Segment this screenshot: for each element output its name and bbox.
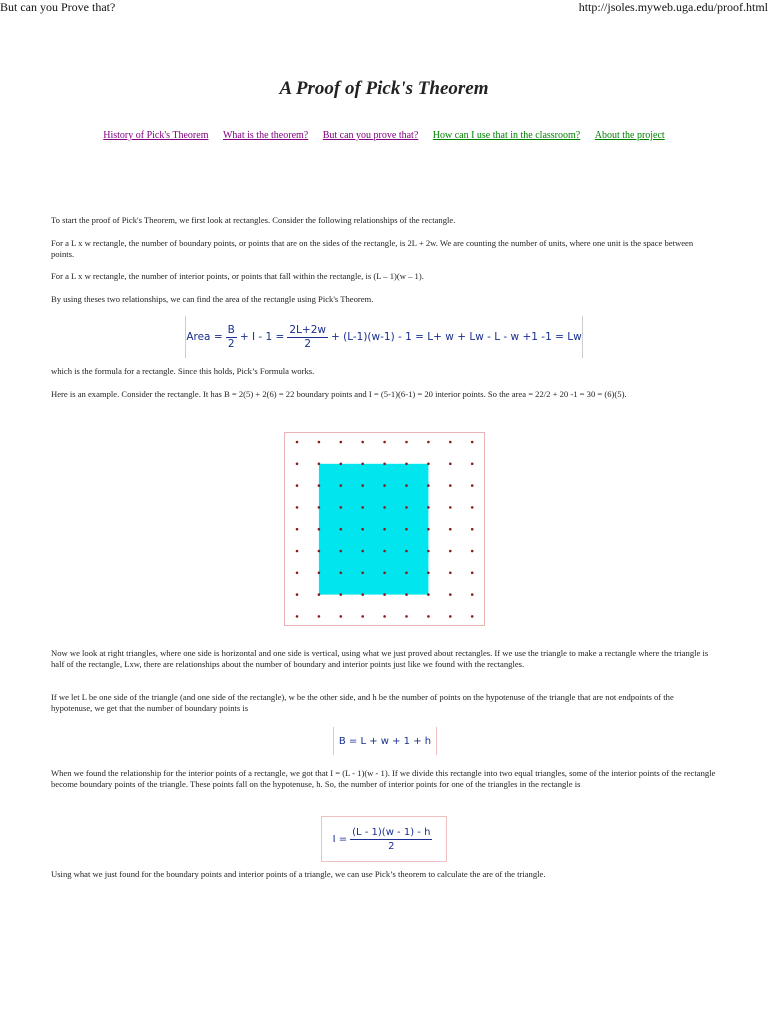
grid-point	[383, 484, 386, 487]
grid-point	[361, 615, 364, 618]
grid-point	[405, 528, 408, 531]
grid-point	[471, 528, 474, 531]
grid-point	[449, 593, 452, 596]
grid-point	[340, 615, 343, 618]
grid-point	[383, 615, 386, 618]
fraction-numerator: (L - 1)(w - 1) - h	[352, 826, 431, 838]
grid-point	[318, 528, 321, 531]
grid-point	[296, 463, 299, 466]
formula-rhs: + (L-1)(w-1) - 1 = L+ w + Lw - L - w +1 -1 = Lw	[330, 331, 582, 343]
grid-point	[405, 615, 408, 618]
grid-point	[361, 441, 364, 444]
grid-point	[427, 441, 430, 444]
nav-link-prove[interactable]: But can you prove that?	[322, 130, 419, 141]
grid-point	[318, 506, 321, 509]
grid-point	[405, 441, 408, 444]
grid-point	[340, 528, 343, 531]
nav-link-classroom[interactable]: How can I use that in the classroom?	[432, 130, 581, 141]
grid-point	[361, 484, 364, 487]
grid-point	[383, 528, 386, 531]
paragraph: Now we look at right triangles, where one side is horizontal and one side is vertical, using what we just proved about rectangles. If we use the triangle to make a rectangle where the triangle is half of the rectangle, Lxw, there are relationships about the number of boundary and interior points just like we found with the rectangles.	[51, 648, 709, 669]
nav-link-what-is[interactable]: What is the theorem?	[222, 130, 309, 141]
grid-point	[361, 528, 364, 531]
grid-point	[361, 593, 364, 596]
grid-point	[405, 484, 408, 487]
grid-point	[340, 441, 343, 444]
paragraph: If we let L be one side of the triangle (and one side of the rectangle), w be the other side, and h be the number of points on the hypotenuse of the triangle that are not endpoints of the hypotenuse, we get that the number of boundary points is	[51, 692, 674, 713]
grid-point	[449, 572, 452, 575]
grid-point	[405, 506, 408, 509]
grid-point	[405, 463, 408, 466]
area-formula-rectangle	[185, 316, 583, 358]
grid-point	[318, 593, 321, 596]
grid-point	[340, 593, 343, 596]
grid-point	[340, 506, 343, 509]
nav-link-about[interactable]: About the project	[594, 130, 665, 141]
grid-point	[318, 463, 321, 466]
grid-point	[471, 593, 474, 596]
grid-point	[383, 550, 386, 553]
formula-lhs: I =	[332, 833, 348, 845]
filled-rectangle	[319, 464, 429, 595]
interior-formula-triangle	[321, 816, 447, 862]
grid-point	[318, 550, 321, 553]
grid-point	[361, 572, 364, 575]
paragraph: By using theses two relationships, we can find the area of the rectangle using Pick's Theorem.	[51, 294, 374, 304]
fraction-denominator: 2	[304, 337, 311, 350]
grid-point	[405, 572, 408, 575]
grid-point	[405, 550, 408, 553]
paragraph: For a L x w rectangle, the number of boundary points, or points that are on the sides of the rectangle, is 2L + 2w. We are counting the number of units, where one unit is the space between points.	[51, 238, 694, 259]
grid-point	[427, 593, 430, 596]
grid-point	[296, 572, 299, 575]
grid-point	[296, 615, 299, 618]
grid-point	[449, 550, 452, 553]
grid-point	[471, 506, 474, 509]
grid-point	[361, 506, 364, 509]
grid-point	[318, 484, 321, 487]
grid-point	[296, 441, 299, 444]
grid-point	[340, 484, 343, 487]
fraction-denominator: 2	[227, 337, 235, 350]
grid-point	[427, 528, 430, 531]
grid-point	[471, 550, 474, 553]
fraction-b-over-2	[226, 324, 237, 351]
grid-point	[427, 463, 430, 466]
grid-point	[427, 615, 430, 618]
grid-point	[427, 572, 430, 575]
grid-point	[296, 506, 299, 509]
fraction-boundary-over-2	[287, 324, 328, 351]
grid-point	[340, 550, 343, 553]
grid-point	[296, 528, 299, 531]
grid-point	[471, 463, 474, 466]
grid-point	[383, 506, 386, 509]
fraction-interior	[350, 826, 432, 853]
grid-point	[449, 441, 452, 444]
grid-point	[340, 463, 343, 466]
grid-point	[318, 441, 321, 444]
grid-point	[471, 615, 474, 618]
grid-point	[471, 484, 474, 487]
grid-point	[471, 441, 474, 444]
grid-point	[361, 463, 364, 466]
grid-point	[340, 572, 343, 575]
grid-point	[449, 463, 452, 466]
grid-point	[318, 615, 321, 618]
grid-point	[383, 593, 386, 596]
nav-bar	[0, 130, 768, 141]
formula-lhs: Area =	[186, 331, 223, 343]
paragraph: Using what we just found for the boundary points and interior points of a triangle, we can use Pick’s theorem to calculate the are of the triangle.	[51, 869, 546, 879]
paragraph: Here is an example. Consider the rectangle. It has B = 2(5) + 2(6) = 22 boundary points and I = (5-1)(6-1) = 20 interior points. So the area = 22/2 + 20 -1 = 30 = (6)(5).	[51, 389, 627, 399]
paragraph: When we found the relationship for the interior points of a rectangle, we got that I = (L - 1)(w - 1). If we divide this rectangle into two equal triangles, some of the interior points of the rectangle become boundary points of the triangle. These points fall on the hypotenuse, h. So, the number of interior points for one of the triangles in the rectangle is	[51, 768, 716, 789]
grid-point	[449, 528, 452, 531]
grid-point	[471, 572, 474, 575]
grid-point	[296, 593, 299, 596]
grid-point	[449, 484, 452, 487]
page-title: A Proof of Pick's Theorem	[279, 78, 489, 99]
grid-point	[427, 484, 430, 487]
grid-point	[318, 572, 321, 575]
grid-point	[449, 506, 452, 509]
fraction-denominator: 2	[388, 840, 395, 852]
grid-point	[449, 615, 452, 618]
formula-mid: + I - 1 =	[239, 331, 285, 343]
paragraph: which is the formula for a rectangle. Since this holds, Pick’s Formula works.	[51, 366, 315, 376]
fraction-numerator: B	[227, 323, 235, 336]
grid-point	[296, 484, 299, 487]
paragraph: For a L x w rectangle, the number of interior points, or points that fall within the rectangle, is (L – 1)(w – 1).	[51, 271, 424, 281]
grid-point	[383, 441, 386, 444]
geoboard-figure	[284, 432, 485, 626]
grid-point	[405, 593, 408, 596]
formula-text: B = L + w + 1 + h	[338, 735, 432, 747]
boundary-formula-triangle	[333, 727, 437, 755]
grid-point	[383, 572, 386, 575]
header-url: http://jsoles.myweb.uga.edu/proof.html	[578, 0, 768, 14]
grid-point	[427, 506, 430, 509]
geoboard-svg	[285, 433, 484, 625]
grid-point	[383, 463, 386, 466]
grid-point	[427, 550, 430, 553]
header-title: But can you Prove that?	[0, 0, 116, 14]
nav-link-history[interactable]: History of Pick's Theorem	[103, 130, 209, 141]
grid-point	[296, 550, 299, 553]
grid-point	[361, 550, 364, 553]
fraction-numerator: 2L+2w	[289, 323, 326, 336]
paragraph: To start the proof of Pick's Theorem, we first look at rectangles. Consider the following relationships of the rectangle.	[51, 215, 456, 225]
